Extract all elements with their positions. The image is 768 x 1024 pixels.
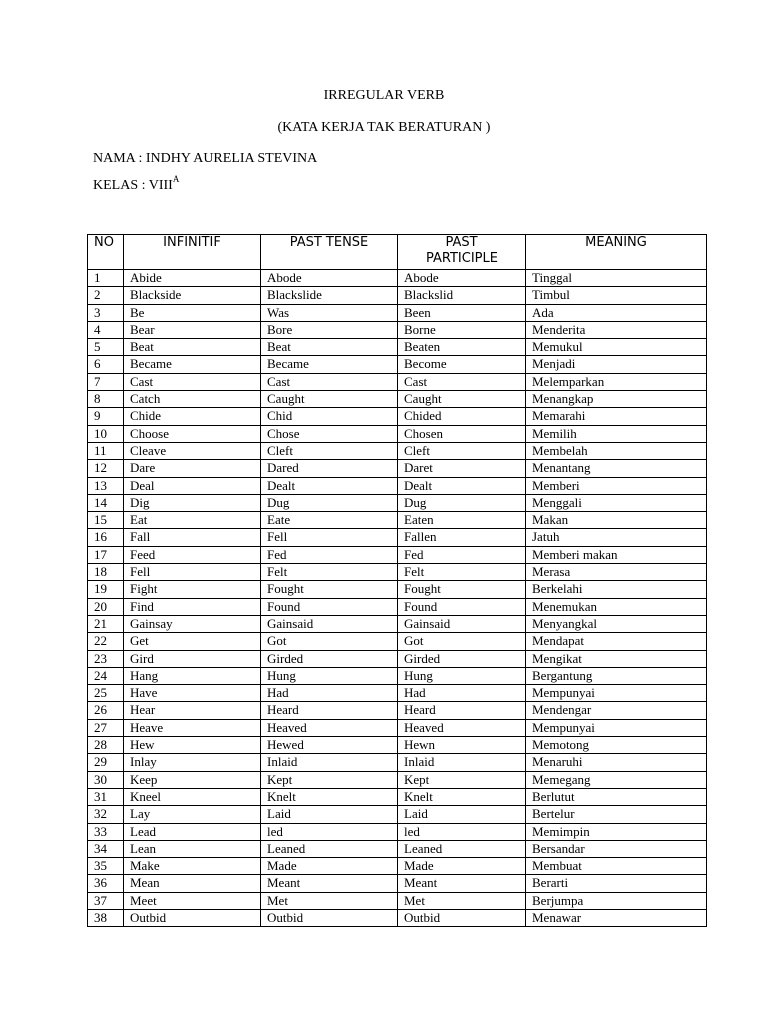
table-row bbox=[88, 823, 707, 840]
cell-past-participle: Got bbox=[398, 633, 526, 650]
table-body bbox=[88, 270, 707, 927]
cell-no: 30 bbox=[88, 771, 124, 788]
cell-infinitive: Mean bbox=[124, 875, 261, 892]
student-class-superscript: A bbox=[172, 174, 180, 185]
cell-past-tense: Got bbox=[261, 633, 398, 650]
cell-meaning: Tinggal bbox=[526, 270, 707, 287]
table-row bbox=[88, 685, 707, 702]
table-row bbox=[88, 564, 707, 581]
table-row bbox=[88, 442, 707, 459]
cell-meaning: Timbul bbox=[526, 287, 707, 304]
student-class bbox=[93, 174, 180, 194]
cell-past-participle: Dealt bbox=[398, 477, 526, 494]
cell-meaning: Mempunyai bbox=[526, 719, 707, 736]
document-title: IRREGULAR VERB bbox=[323, 88, 445, 103]
cell-past-participle: Cleft bbox=[398, 442, 526, 459]
cell-past-tense: Laid bbox=[261, 806, 398, 823]
table-row bbox=[88, 581, 707, 598]
cell-past-tense: Kept bbox=[261, 771, 398, 788]
cell-meaning: Merasa bbox=[526, 564, 707, 581]
cell-no: 10 bbox=[88, 425, 124, 442]
cell-infinitive: Beat bbox=[124, 339, 261, 356]
table-row bbox=[88, 754, 707, 771]
cell-meaning: Menggali bbox=[526, 494, 707, 511]
cell-infinitive: Blackside bbox=[124, 287, 261, 304]
cell-past-participle: Felt bbox=[398, 564, 526, 581]
cell-no: 21 bbox=[88, 615, 124, 632]
cell-no: 19 bbox=[88, 581, 124, 598]
cell-no: 2 bbox=[88, 287, 124, 304]
table-row bbox=[88, 771, 707, 788]
cell-meaning: Menantang bbox=[526, 460, 707, 477]
cell-past-participle: Met bbox=[398, 892, 526, 909]
cell-past-tense: Outbid bbox=[261, 909, 398, 926]
cell-meaning: Membelah bbox=[526, 442, 707, 459]
cell-infinitive: Meet bbox=[124, 892, 261, 909]
table-row bbox=[88, 512, 707, 529]
cell-past-tense: Gainsaid bbox=[261, 615, 398, 632]
table-row bbox=[88, 840, 707, 857]
cell-no: 32 bbox=[88, 806, 124, 823]
cell-no: 33 bbox=[88, 823, 124, 840]
header-past-tense: PAST TENSE bbox=[261, 235, 398, 270]
cell-past-participle: Heard bbox=[398, 702, 526, 719]
cell-meaning: Memberi makan bbox=[526, 546, 707, 563]
cell-past-tense: Abode bbox=[261, 270, 398, 287]
cell-infinitive: Make bbox=[124, 858, 261, 875]
cell-infinitive: Hear bbox=[124, 702, 261, 719]
cell-meaning: Memimpin bbox=[526, 823, 707, 840]
cell-past-participle: Knelt bbox=[398, 788, 526, 805]
cell-past-tense: Found bbox=[261, 598, 398, 615]
cell-infinitive: Fall bbox=[124, 529, 261, 546]
cell-infinitive: Abide bbox=[124, 270, 261, 287]
cell-meaning: Memberi bbox=[526, 477, 707, 494]
cell-past-participle: Made bbox=[398, 858, 526, 875]
cell-infinitive: Cleave bbox=[124, 442, 261, 459]
cell-meaning: Mendengar bbox=[526, 702, 707, 719]
cell-no: 7 bbox=[88, 373, 124, 390]
cell-meaning: Memotong bbox=[526, 737, 707, 754]
cell-infinitive: Eat bbox=[124, 512, 261, 529]
cell-past-participle: Found bbox=[398, 598, 526, 615]
table-row bbox=[88, 667, 707, 684]
cell-past-tense: Cast bbox=[261, 373, 398, 390]
cell-past-tense: Bore bbox=[261, 321, 398, 338]
cell-no: 23 bbox=[88, 650, 124, 667]
header-infinitive: INFINITIF bbox=[124, 235, 261, 270]
cell-infinitive: Dare bbox=[124, 460, 261, 477]
table-row bbox=[88, 858, 707, 875]
cell-past-participle: Fallen bbox=[398, 529, 526, 546]
cell-past-participle: Blackslid bbox=[398, 287, 526, 304]
cell-meaning: Melemparkan bbox=[526, 373, 707, 390]
cell-no: 20 bbox=[88, 598, 124, 615]
table-row bbox=[88, 304, 707, 321]
table-row bbox=[88, 737, 707, 754]
cell-meaning: Memegang bbox=[526, 771, 707, 788]
cell-past-tense: Made bbox=[261, 858, 398, 875]
header-past-participle: PAST PARTICIPLE bbox=[398, 235, 526, 270]
cell-infinitive: Fell bbox=[124, 564, 261, 581]
cell-infinitive: Hang bbox=[124, 667, 261, 684]
table-row bbox=[88, 321, 707, 338]
cell-infinitive: Inlay bbox=[124, 754, 261, 771]
student-name: NAMA : INDHY AURELIA STEVINA bbox=[93, 151, 318, 166]
cell-infinitive: Lean bbox=[124, 840, 261, 857]
student-class-label: KELAS : VIII bbox=[93, 178, 173, 193]
cell-past-participle: Meant bbox=[398, 875, 526, 892]
cell-past-tense: Felt bbox=[261, 564, 398, 581]
cell-past-tense: Beat bbox=[261, 339, 398, 356]
cell-no: 16 bbox=[88, 529, 124, 546]
cell-past-tense: Heard bbox=[261, 702, 398, 719]
cell-no: 3 bbox=[88, 304, 124, 321]
table-row bbox=[88, 287, 707, 304]
cell-meaning: Mendapat bbox=[526, 633, 707, 650]
cell-past-tense: Blackslide bbox=[261, 287, 398, 304]
cell-infinitive: Get bbox=[124, 633, 261, 650]
cell-infinitive: Heave bbox=[124, 719, 261, 736]
cell-meaning: Menderita bbox=[526, 321, 707, 338]
cell-past-tense: Heaved bbox=[261, 719, 398, 736]
cell-past-participle: Kept bbox=[398, 771, 526, 788]
irregular-verb-table bbox=[87, 234, 707, 927]
table-row bbox=[88, 719, 707, 736]
cell-infinitive: Cast bbox=[124, 373, 261, 390]
cell-meaning: Menjadi bbox=[526, 356, 707, 373]
cell-infinitive: Deal bbox=[124, 477, 261, 494]
table-row bbox=[88, 529, 707, 546]
table-row bbox=[88, 408, 707, 425]
cell-no: 1 bbox=[88, 270, 124, 287]
cell-no: 25 bbox=[88, 685, 124, 702]
cell-infinitive: Dig bbox=[124, 494, 261, 511]
cell-meaning: Membuat bbox=[526, 858, 707, 875]
cell-meaning: Makan bbox=[526, 512, 707, 529]
cell-meaning: Menangkap bbox=[526, 391, 707, 408]
cell-past-tense: Chid bbox=[261, 408, 398, 425]
table-header-row bbox=[88, 235, 707, 270]
cell-infinitive: Feed bbox=[124, 546, 261, 563]
cell-no: 27 bbox=[88, 719, 124, 736]
cell-no: 9 bbox=[88, 408, 124, 425]
cell-infinitive: Chide bbox=[124, 408, 261, 425]
table-row bbox=[88, 425, 707, 442]
cell-past-participle: Inlaid bbox=[398, 754, 526, 771]
cell-past-participle: Heaved bbox=[398, 719, 526, 736]
cell-no: 15 bbox=[88, 512, 124, 529]
cell-meaning: Bertelur bbox=[526, 806, 707, 823]
cell-no: 24 bbox=[88, 667, 124, 684]
cell-meaning: Memukul bbox=[526, 339, 707, 356]
cell-no: 12 bbox=[88, 460, 124, 477]
cell-meaning: Ada bbox=[526, 304, 707, 321]
table-row bbox=[88, 892, 707, 909]
cell-no: 29 bbox=[88, 754, 124, 771]
cell-past-participle: Cast bbox=[398, 373, 526, 390]
table-row bbox=[88, 788, 707, 805]
cell-no: 22 bbox=[88, 633, 124, 650]
cell-meaning: Menyangkal bbox=[526, 615, 707, 632]
cell-past-tense: Fell bbox=[261, 529, 398, 546]
cell-no: 37 bbox=[88, 892, 124, 909]
cell-meaning: Menawar bbox=[526, 909, 707, 926]
cell-infinitive: Choose bbox=[124, 425, 261, 442]
cell-past-participle: Fought bbox=[398, 581, 526, 598]
cell-past-participle: Hung bbox=[398, 667, 526, 684]
cell-no: 35 bbox=[88, 858, 124, 875]
cell-infinitive: Keep bbox=[124, 771, 261, 788]
cell-past-tense: Cleft bbox=[261, 442, 398, 459]
cell-no: 4 bbox=[88, 321, 124, 338]
cell-past-tense: Dared bbox=[261, 460, 398, 477]
cell-past-tense: Inlaid bbox=[261, 754, 398, 771]
cell-infinitive: Hew bbox=[124, 737, 261, 754]
cell-infinitive: Have bbox=[124, 685, 261, 702]
cell-past-participle: Caught bbox=[398, 391, 526, 408]
cell-past-tense: Caught bbox=[261, 391, 398, 408]
cell-no: 26 bbox=[88, 702, 124, 719]
table-row bbox=[88, 270, 707, 287]
cell-meaning: Mempunyai bbox=[526, 685, 707, 702]
cell-past-participle: Dug bbox=[398, 494, 526, 511]
cell-no: 36 bbox=[88, 875, 124, 892]
cell-past-participle: Daret bbox=[398, 460, 526, 477]
cell-past-participle: Abode bbox=[398, 270, 526, 287]
cell-past-tense: Eate bbox=[261, 512, 398, 529]
header-no: NO bbox=[88, 235, 124, 270]
cell-past-tense: Hewed bbox=[261, 737, 398, 754]
table-row bbox=[88, 615, 707, 632]
table-row bbox=[88, 909, 707, 926]
cell-infinitive: Gird bbox=[124, 650, 261, 667]
cell-past-participle: Beaten bbox=[398, 339, 526, 356]
cell-no: 13 bbox=[88, 477, 124, 494]
cell-no: 34 bbox=[88, 840, 124, 857]
cell-no: 11 bbox=[88, 442, 124, 459]
table-row bbox=[88, 460, 707, 477]
document-subtitle: (KATA KERJA TAK BERATURAN ) bbox=[277, 120, 491, 135]
cell-no: 31 bbox=[88, 788, 124, 805]
cell-past-tense: Hung bbox=[261, 667, 398, 684]
cell-past-participle: Become bbox=[398, 356, 526, 373]
cell-infinitive: Catch bbox=[124, 391, 261, 408]
cell-past-tense: Dealt bbox=[261, 477, 398, 494]
cell-past-tense: Dug bbox=[261, 494, 398, 511]
cell-no: 6 bbox=[88, 356, 124, 373]
cell-meaning: Berkelahi bbox=[526, 581, 707, 598]
cell-infinitive: Became bbox=[124, 356, 261, 373]
table-row bbox=[88, 494, 707, 511]
cell-past-participle: Eaten bbox=[398, 512, 526, 529]
cell-meaning: Bergantung bbox=[526, 667, 707, 684]
cell-past-participle: Chided bbox=[398, 408, 526, 425]
cell-meaning: Mengikat bbox=[526, 650, 707, 667]
cell-meaning: Bersandar bbox=[526, 840, 707, 857]
cell-infinitive: Lay bbox=[124, 806, 261, 823]
cell-past-tense: Meant bbox=[261, 875, 398, 892]
cell-meaning: Berjumpa bbox=[526, 892, 707, 909]
cell-past-participle: Had bbox=[398, 685, 526, 702]
header-meaning: MEANING bbox=[526, 235, 707, 270]
table-row bbox=[88, 391, 707, 408]
cell-meaning: Berarti bbox=[526, 875, 707, 892]
cell-no: 38 bbox=[88, 909, 124, 926]
cell-past-participle: Fed bbox=[398, 546, 526, 563]
cell-no: 17 bbox=[88, 546, 124, 563]
cell-past-participle: Borne bbox=[398, 321, 526, 338]
cell-past-tense: Fought bbox=[261, 581, 398, 598]
cell-meaning: Menemukan bbox=[526, 598, 707, 615]
table-row bbox=[88, 702, 707, 719]
cell-past-participle: Been bbox=[398, 304, 526, 321]
cell-no: 28 bbox=[88, 737, 124, 754]
table-row bbox=[88, 546, 707, 563]
cell-infinitive: Be bbox=[124, 304, 261, 321]
cell-no: 18 bbox=[88, 564, 124, 581]
cell-past-tense: Was bbox=[261, 304, 398, 321]
table-row bbox=[88, 875, 707, 892]
table-row bbox=[88, 339, 707, 356]
cell-past-tense: Became bbox=[261, 356, 398, 373]
cell-past-tense: Met bbox=[261, 892, 398, 909]
cell-meaning: Jatuh bbox=[526, 529, 707, 546]
cell-meaning: Memarahi bbox=[526, 408, 707, 425]
cell-past-participle: Girded bbox=[398, 650, 526, 667]
cell-meaning: Menaruhi bbox=[526, 754, 707, 771]
cell-infinitive: Gainsay bbox=[124, 615, 261, 632]
cell-past-tense: Knelt bbox=[261, 788, 398, 805]
table-row bbox=[88, 806, 707, 823]
cell-infinitive: Kneel bbox=[124, 788, 261, 805]
cell-past-participle: Leaned bbox=[398, 840, 526, 857]
cell-past-tense: Chose bbox=[261, 425, 398, 442]
cell-infinitive: Find bbox=[124, 598, 261, 615]
cell-no: 5 bbox=[88, 339, 124, 356]
cell-past-participle: Chosen bbox=[398, 425, 526, 442]
cell-past-tense: Fed bbox=[261, 546, 398, 563]
cell-infinitive: Bear bbox=[124, 321, 261, 338]
table-row bbox=[88, 373, 707, 390]
cell-past-tense: Girded bbox=[261, 650, 398, 667]
table-row bbox=[88, 477, 707, 494]
cell-infinitive: Lead bbox=[124, 823, 261, 840]
cell-past-tense: Had bbox=[261, 685, 398, 702]
table-row bbox=[88, 650, 707, 667]
cell-past-participle: led bbox=[398, 823, 526, 840]
cell-past-participle: Outbid bbox=[398, 909, 526, 926]
table-row bbox=[88, 633, 707, 650]
table-row bbox=[88, 356, 707, 373]
cell-no: 8 bbox=[88, 391, 124, 408]
cell-meaning: Berlutut bbox=[526, 788, 707, 805]
cell-infinitive: Outbid bbox=[124, 909, 261, 926]
cell-past-participle: Gainsaid bbox=[398, 615, 526, 632]
cell-past-participle: Hewn bbox=[398, 737, 526, 754]
cell-meaning: Memilih bbox=[526, 425, 707, 442]
cell-past-participle: Laid bbox=[398, 806, 526, 823]
cell-past-tense: led bbox=[261, 823, 398, 840]
cell-past-tense: Leaned bbox=[261, 840, 398, 857]
cell-infinitive: Fight bbox=[124, 581, 261, 598]
cell-no: 14 bbox=[88, 494, 124, 511]
table-row bbox=[88, 598, 707, 615]
